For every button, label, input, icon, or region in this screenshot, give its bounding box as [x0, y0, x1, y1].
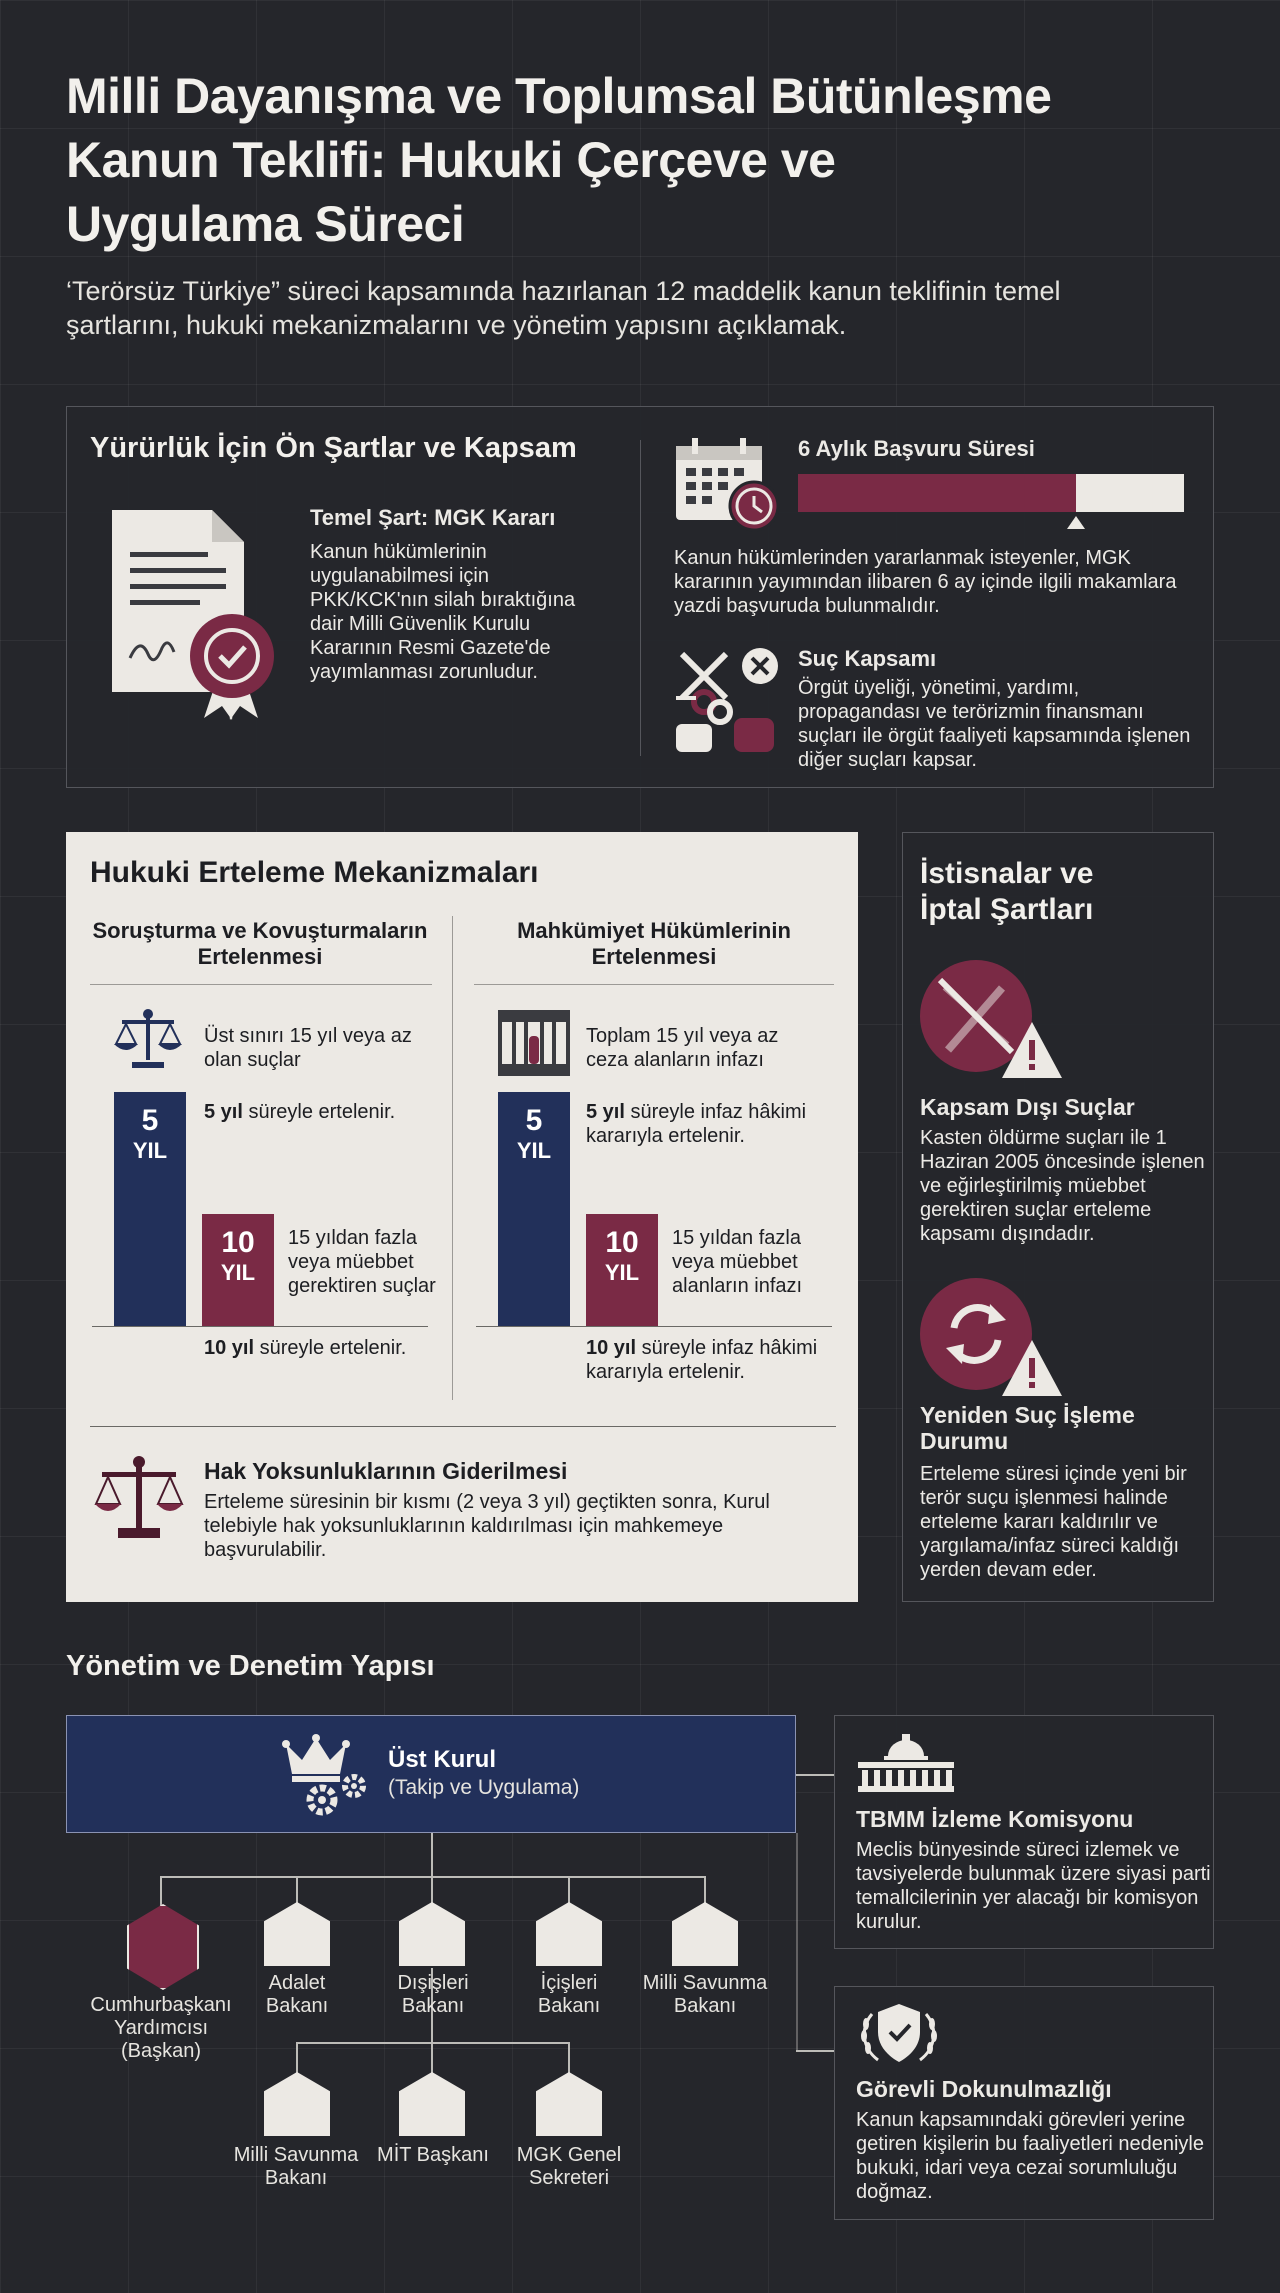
- defense-minister-node-icon: [672, 1902, 738, 1966]
- sentence-title-rule: [474, 984, 834, 985]
- investigation-result-1-rest: süreyle ertelenir.: [242, 1101, 396, 1123]
- reoffend-title: Yeniden Suç İşleme Durumu: [920, 1402, 1135, 1454]
- tbmm-title: TBMM İzleme Komisyonu: [856, 1806, 1134, 1832]
- investigation-bar-2-number: 10: [221, 1226, 255, 1259]
- investigation-result-1: [204, 1100, 434, 1124]
- tree-drop-3: [431, 1876, 433, 1906]
- sentence-baseline: [476, 1326, 832, 1327]
- sentence-result-2-bold: 10 yıl: [586, 1337, 637, 1359]
- crime-scope-icon: [674, 644, 784, 754]
- period-text: Kanun hükümlerinden yararlanmak isteyenler, MGK kararının yayımından ilibaren 6 ay içinde ilgili makamlara yazdi başvuruda bulunmalıdır.: [674, 547, 1177, 617]
- shield-laurel-icon: [856, 2000, 942, 2066]
- calendar-clock-icon: [674, 434, 784, 534]
- foreign-minister-node-icon: [399, 1902, 465, 1966]
- sentence-result-1-rest: süreyle infaz hâkimi kararıyla ertelenir.: [586, 1101, 807, 1147]
- member-vice-president: Cumhurbaşkanı Yardımcısı (Başkan): [90, 1994, 232, 2062]
- tree-side-link-2: [796, 2050, 834, 2052]
- excluded-title: Kapsam Dışı Suçlar: [920, 1094, 1135, 1120]
- investigation-baseline: [92, 1326, 428, 1327]
- period-progress-bar: [798, 474, 1184, 512]
- member-mit-head: MİT Başkanı: [377, 2144, 489, 2166]
- tbmm-text: Meclis bünyesinde süreci izlemek ve tavsiyelerde bulunmak üzere siyasi parti temallcilerinin yer alacağı bir komisyon kurulur.: [856, 1839, 1211, 1933]
- deferral-column-divider: [452, 916, 453, 1400]
- justice-minister-node-icon: [264, 1902, 330, 1966]
- investigation-condition-2: 15 yıldan fazla veya müebbet gerektiren suçlar: [288, 1227, 436, 1297]
- sentence-result-1-bold: 5 yıl: [586, 1101, 625, 1123]
- reoffend-text: Erteleme süresi içinde yeni bir terör suçu işlenmesi halinde erteleme kararı kaldırılır ve yargılama/infaz süreci kaldığı yerden devam eder.: [920, 1463, 1187, 1581]
- immunity-title: Görevli Dokunulmazlığı: [856, 2076, 1112, 2102]
- governance-heading: Yönetim ve Denetim Yapısı: [66, 1650, 435, 1682]
- crown-gears-icon: [282, 1734, 374, 1818]
- page-subtitle: ‘Terörsüz Türkiye” süreci kapsamında hazırlanan 12 maddelik kanun teklifinin temel şartlarını, hukuki mekanizmalarını ve yönetim yapısını açıklamak.: [66, 276, 1061, 340]
- period-title: 6 Aylık Başvuru Süresi: [798, 436, 1035, 461]
- board-title: Üst Kurul: [388, 1746, 496, 1773]
- tree-side-link-1: [796, 1774, 834, 1776]
- member-justice-minister: Adalet Bakanı: [265, 1972, 329, 2017]
- mgk-text: Kanun hükümlerinin uygulanabilmesi için PKK/KCK'nın silah bıraktığına dair Milli Güvenlik Kurulu Kararının Resmi Gazete'de yayımlanması zorunludur.: [310, 541, 576, 683]
- reoffend-icon: [918, 1276, 1064, 1400]
- document-seal-icon: [108, 506, 278, 724]
- investigation-bar-1-unit: YIL: [132, 1138, 168, 1163]
- sentence-bar-2-number: 10: [605, 1226, 639, 1259]
- board-subtitle: (Takip ve Uygulama): [388, 1776, 580, 1799]
- scales-icon: [112, 1008, 184, 1072]
- mgk-secretary-node-icon: [536, 2072, 602, 2136]
- excluded-crimes-icon: [918, 958, 1064, 1082]
- member-defense-minister-2: Milli Savunma Bakanı: [233, 2144, 359, 2189]
- rights-title: Hak Yoksunluklarının Giderilmesi: [204, 1458, 568, 1484]
- tree-side-rail: [796, 1833, 798, 2051]
- investigation-5-year-bar: [114, 1092, 186, 1326]
- vice-president-node-icon: [127, 1904, 199, 1990]
- board-box: [66, 1715, 796, 1833]
- sentence-10-year-bar: [586, 1214, 658, 1326]
- mit-head-node-icon: [399, 2072, 465, 2136]
- scope-title: Suç Kapsamı: [798, 646, 937, 671]
- tree-drop-1: [160, 1876, 162, 1906]
- page-title: Milli Dayanışma ve Toplumsal Bütünleşme Kanun Teklifi: Hukuki Çerçeve ve Uygulama Süreci: [66, 68, 1052, 252]
- member-interior-minister: İçişleri Bakanı: [537, 1972, 601, 2017]
- investigation-result-2: [204, 1336, 434, 1360]
- investigation-10-year-bar: [202, 1214, 274, 1326]
- member-defense-minister: Milli Savunma Bakanı: [642, 1972, 768, 2017]
- parliament-building-icon: [856, 1732, 956, 1794]
- prison-bars-icon: [498, 1010, 570, 1076]
- investigation-result-2-bold: 10 yıl: [204, 1337, 255, 1359]
- tree-trunk: [431, 1833, 433, 1877]
- tree-drop-2: [296, 1876, 298, 1906]
- prerequisites-divider: [640, 440, 641, 756]
- excluded-text: Kasten öldürme suçları ile 1 Haziran 2005 öncesinde işlenen ve eğirleştirilmiş müebbet gerektiren suçlar erteleme kapsamı dışındadır.: [920, 1127, 1205, 1245]
- sentence-condition-1: Toplam 15 yıl veya az ceza alanların infazı: [586, 1025, 779, 1071]
- sentence-condition-2: 15 yıldan fazla veya müebbet alanların infazı: [672, 1227, 803, 1297]
- tree-drop-6: [296, 2042, 298, 2074]
- sentence-5-year-bar: [498, 1092, 570, 1326]
- scales-justice-icon: [94, 1454, 184, 1544]
- tree-drop-4: [568, 1876, 570, 1906]
- sentence-bar-1-unit: YIL: [516, 1138, 552, 1163]
- investigation-result-1-bold: 5 yıl: [204, 1101, 243, 1123]
- deferral-heading: Hukuki Erteleme Mekanizmaları: [90, 856, 539, 889]
- tree-drop-7: [568, 2042, 570, 2074]
- member-foreign-minister: Dışişleri Bakanı: [397, 1972, 469, 2017]
- period-marker-icon: [1067, 516, 1085, 529]
- interior-minister-node-icon: [536, 1902, 602, 1966]
- investigation-condition-1: Üst sınırı 15 yıl veya az olan suçlar: [204, 1025, 412, 1071]
- rights-text: Erteleme süresinin bir kısmı (2 veya 3 yıl) geçtikten sonra, Kurul telebiyle hak yoksunluklarının kaldırılması için mahkemeye başvurulabilir.: [204, 1491, 770, 1561]
- investigation-bar-1-number: 5: [141, 1104, 159, 1137]
- tree-row2-rail: [296, 2042, 570, 2044]
- sentence-title: Mahkümiyet Hükümlerinin Ertelenmesi: [517, 918, 791, 969]
- tree-drop-5: [704, 1876, 706, 1906]
- investigation-title: Soruşturma ve Kovuşturmaların Ertelenmesi: [92, 918, 428, 969]
- member-mgk-secretary: MGK Genel Sekreteri: [516, 2144, 622, 2189]
- immunity-text: Kanun kapsamındaki görevleri yerine getiren kişilerin bu faaliyetleri nedeniyle bukuki, idari veya cezai sorumluluğu doğmaz.: [856, 2109, 1204, 2203]
- investigation-result-2-rest: süreyle ertelenir.: [254, 1337, 407, 1359]
- tree-row1-rail: [160, 1876, 706, 1878]
- rights-divider: [90, 1426, 836, 1427]
- sentence-result-2: [586, 1336, 836, 1384]
- sentence-result-2-rest: süreyle infaz hâkimi kararıyla ertelenir.: [586, 1337, 818, 1383]
- investigation-title-rule: [90, 984, 432, 985]
- exceptions-heading: İstisnalar ve İptal Şartları: [920, 857, 1094, 926]
- prerequisites-heading: Yürürlük İçin Ön Şartlar ve Kapsam: [90, 432, 577, 464]
- sentence-bar-1-number: 5: [525, 1104, 543, 1137]
- investigation-bar-2-unit: YIL: [220, 1260, 256, 1285]
- period-progress-fill: [798, 474, 1076, 512]
- scope-text: Örgüt üyeliği, yönetimi, yardımı, propagandası ve terörizmin finansmanı suçları ile örgüt faaliyeti kapsamında işlenen diğer suçları kapsar.: [798, 677, 1191, 771]
- mgk-title: Temel Şart: MGK Kararı: [310, 505, 556, 530]
- sentence-bar-2-unit: YIL: [604, 1260, 640, 1285]
- defense-minister-2-node-icon: [264, 2072, 330, 2136]
- sentence-result-1: [586, 1100, 836, 1148]
